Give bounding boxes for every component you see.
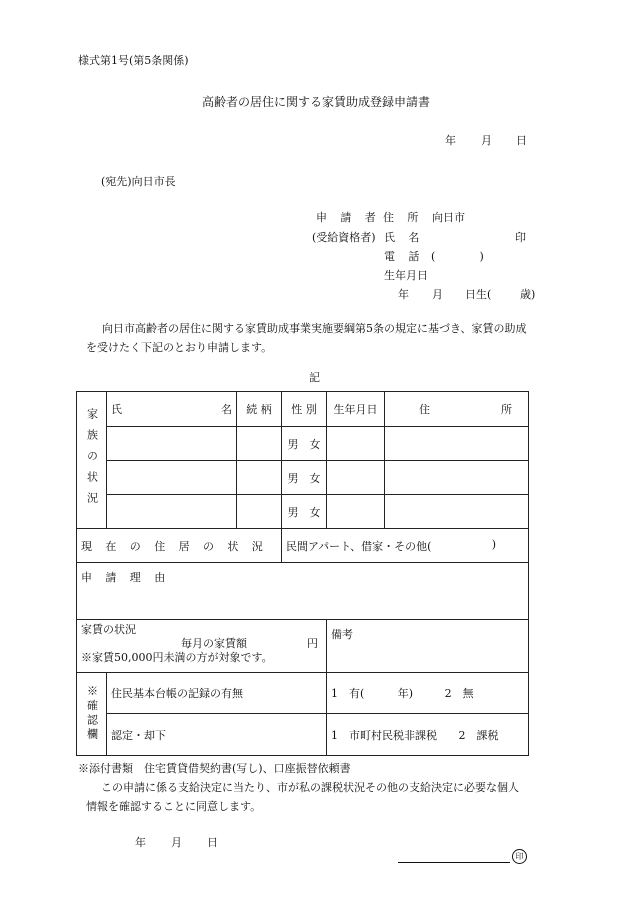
rent-monthly: 毎月の家賃額 [181,637,247,650]
attachments: ※添付書類 住宅賃貸借契約書(写し)、口座振替依頼書 [78,762,351,775]
confirm-row1-year: 年) [397,687,414,700]
reason-label: 申 請 理 由 [81,571,171,584]
date-month: 月 [481,134,492,147]
family-birth-1[interactable] [327,427,385,461]
birth-day: 日生( [465,288,492,301]
family-birth-2[interactable] [327,461,385,495]
phone-parens: ( ) [431,250,494,263]
header-address2: 所 [501,403,512,416]
confirm-label: ※確認欄 [77,673,107,756]
form-title: 高齢者の居住に関する家賃助成登録申請書 [202,95,431,109]
remarks-cell[interactable] [327,620,529,673]
family-relation-1[interactable] [237,427,282,461]
confirm-row1-opt1: 1 有( [331,687,365,700]
body-line-1: 向日市高齢者の居住に関する家賃助成事業実施要綱第5条の規定に基づき、家賃の助成 [102,322,527,335]
header-address: 住 [419,403,430,416]
confirm-row2-options[interactable] [327,714,529,756]
header-address-cell [385,392,529,427]
header-birth: 生年月日 [327,392,385,427]
consent-line-2: 情報を確認することに同意します。 [86,800,262,813]
name-label: 氏 名 [384,231,425,244]
family-relation-2[interactable] [237,461,282,495]
family-address-3[interactable] [385,495,529,529]
residence-options: 民間アパート、借家・その他( [286,539,432,553]
bottom-date-year: 年 [135,836,146,849]
qualified-label: (受給資格者) [312,231,376,244]
birth-year: 年 [398,288,409,301]
body-line-2: を受けたく下記のとおり申請します。 [86,341,273,354]
address-value: 向日市 [432,211,465,224]
form-number: 様式第1号(第5条関係) [78,54,189,67]
rent-note: ※家賃50,000円未満の方が対象です。 [81,651,273,664]
residence-close: ) [491,537,496,551]
family-address-2[interactable] [385,461,529,495]
reason-cell[interactable] [77,563,529,620]
family-sex-2[interactable]: 男 女 [282,461,327,495]
bottom-date-day: 日 [207,836,218,849]
date-year: 年 [445,134,456,147]
header-name: 氏 [111,403,122,416]
family-sex-1[interactable]: 男 女 [282,427,327,461]
birth-month: 月 [432,288,443,301]
family-sex-3[interactable]: 男 女 [282,495,327,529]
addressee: (宛先)向日市長 [101,175,176,188]
header-relation: 続 柄 [237,392,282,427]
confirm-row2-opt1: 1 市町村民税非課税 [331,728,437,742]
remarks-label: 備考 [331,628,353,641]
rent-label: 家賃の状況 [81,623,136,636]
bottom-seal: 印 [515,852,524,861]
application-table [76,391,529,756]
confirm-row2-opt2: 2 課税 [458,728,499,742]
birth-label: 生年月日 [384,269,428,282]
header-sex: 性 別 [282,392,327,427]
family-address-1[interactable] [385,427,529,461]
rent-cell[interactable] [77,620,327,673]
header-name2: 名 [221,403,232,416]
confirm-row1-label: 住民基本台帳の記録の有無 [107,673,327,714]
family-name-1[interactable] [107,427,237,461]
family-relation-3[interactable] [237,495,282,529]
address-label: 住 所 [383,211,424,224]
confirm-row2-label: 認定・却下 [107,714,327,756]
rent-monthly-row [81,637,322,651]
residence-options-cell[interactable] [282,529,529,563]
family-birth-3[interactable] [327,495,385,529]
family-name-2[interactable] [107,461,237,495]
rent-unit: 円 [307,637,318,650]
confirm-row1-opt2: 2 無 [444,687,474,700]
family-label: 家族の状況 [77,392,107,529]
ki-mark: 記 [309,371,320,384]
seal-circle-icon [512,849,527,864]
header-name-cell [107,392,237,427]
residence-label: 現 在 の 住 居 の 状 況 [77,529,282,563]
consent-line-1: この申請に係る支給決定に当たり、市が私の課税状況その他の支給決定に必要な個人 [101,781,519,794]
seal-mark: 印 [515,231,526,244]
family-name-3[interactable] [107,495,237,529]
date-day: 日 [516,134,527,147]
confirm-row1-options[interactable] [327,673,529,714]
phone-label: 電 話 [384,250,425,263]
bottom-date-month: 月 [171,836,182,849]
signature-line[interactable] [398,862,510,863]
birth-age: 歳) [520,288,536,301]
applicant-label: 申 請 者 [316,211,381,224]
